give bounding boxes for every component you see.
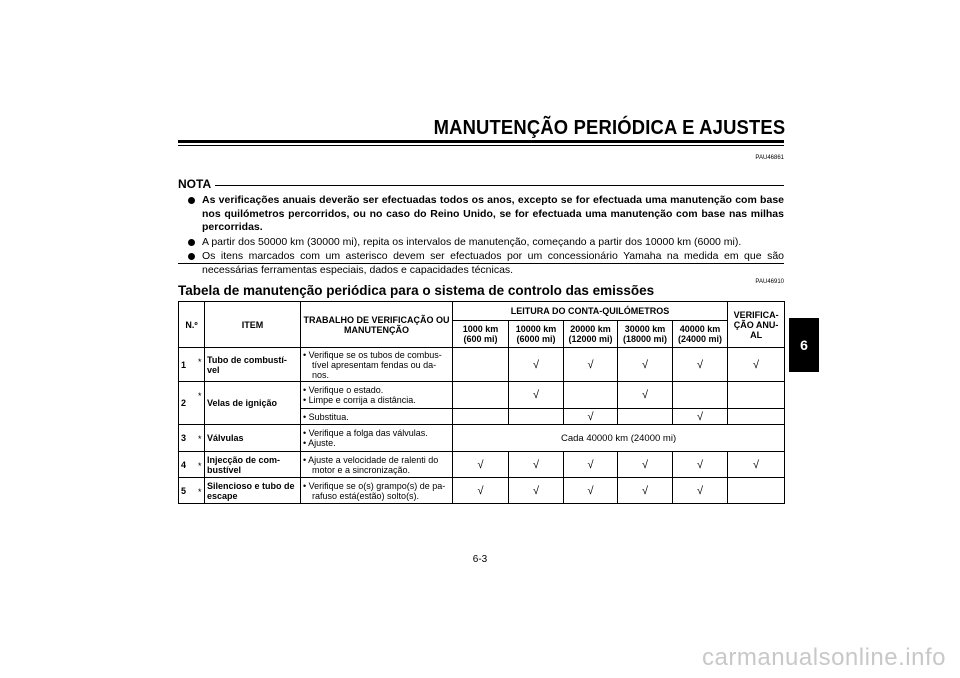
check-cell: √ xyxy=(618,382,673,409)
row-item: Velas de ignição xyxy=(205,382,301,425)
table-row xyxy=(179,382,785,409)
work-line: • Verifique se os tubos de combus-tível apresentam fendas ou da-nos. xyxy=(303,349,442,380)
watermark-link[interactable]: carmanualsonline.info xyxy=(702,644,946,671)
nota-item xyxy=(178,236,784,250)
col-header-km: 20000 km (12000 mi) xyxy=(564,321,618,348)
row-work xyxy=(301,478,453,504)
nota-item-text: A partir dos 50000 km (30000 mi), repita os intervalos de manutenção, começando a partir dos 10000 km (6000 mi). xyxy=(202,235,742,248)
check-cell: √ xyxy=(564,348,618,382)
row-number: 3 xyxy=(179,425,196,452)
row-item: Injecção de com-bustível xyxy=(205,452,301,478)
asterisk-mark: * xyxy=(196,452,205,478)
nota-item-text: Os itens marcados com um asterisco devem ser efectuados por um concessionário Yamaha na medida em que são necessárias ferramentas especiais, dados e capacidades técnicas. xyxy=(202,250,784,276)
nota-list xyxy=(178,194,784,277)
work-line: • Verifique a folga das válvulas. xyxy=(303,428,428,438)
asterisk-mark: * xyxy=(196,382,205,425)
check-cell: √ xyxy=(673,478,728,504)
row-work xyxy=(301,425,453,452)
asterisk-mark: * xyxy=(196,478,205,504)
col-header-num: N.º xyxy=(179,302,205,348)
asterisk-mark: * xyxy=(196,348,205,382)
row-number: 2 xyxy=(179,382,196,425)
check-cell xyxy=(618,409,673,425)
table-row xyxy=(179,478,785,504)
maintenance-table xyxy=(178,301,785,504)
chapter-tab[interactable]: 6 xyxy=(789,318,819,372)
check-cell: √ xyxy=(453,478,509,504)
work-line: • Ajuste. xyxy=(303,438,336,448)
check-cell: √ xyxy=(509,478,564,504)
work-line: • Limpe e corrija a distância. xyxy=(303,395,416,405)
table-row xyxy=(179,452,785,478)
row-item: Silencioso e tubo de escape xyxy=(205,478,301,504)
col-header-item: ITEM xyxy=(205,302,301,348)
table-row xyxy=(179,348,785,382)
row-work xyxy=(301,409,453,425)
asterisk-mark: * xyxy=(196,425,205,452)
check-cell xyxy=(728,478,785,504)
check-cell: √ xyxy=(564,409,618,425)
check-cell: √ xyxy=(618,478,673,504)
check-cell: √ xyxy=(509,452,564,478)
title-rule xyxy=(178,140,784,143)
nota-end-rule xyxy=(178,263,784,264)
check-cell: √ xyxy=(618,452,673,478)
check-cell xyxy=(728,382,785,409)
check-cell xyxy=(564,382,618,409)
work-line: • Substitua. xyxy=(303,411,349,422)
row-work xyxy=(301,348,453,382)
check-cell xyxy=(453,382,509,409)
check-cell xyxy=(453,409,509,425)
nota-rule xyxy=(215,185,784,186)
work-line: • Ajuste a velocidade de ralenti do motor e a sincronização. xyxy=(303,454,439,475)
page-title: MANUTENÇÃO PERIÓDICA E AJUSTES xyxy=(433,117,785,139)
work-line: • Verifique se o(s) grampo(s) de pa-rafuso está(estão) solto(s). xyxy=(303,480,446,501)
table-header-row xyxy=(179,302,785,321)
bullet-icon xyxy=(188,197,195,204)
section-ref-code: PAU46910 xyxy=(755,279,784,285)
nota-item xyxy=(178,194,784,235)
title-rule-thin xyxy=(178,145,784,146)
section-title: Tabela de manutenção periódica para o sistema de controlo das emissões xyxy=(178,283,655,298)
check-cell: √ xyxy=(564,452,618,478)
check-cell: √ xyxy=(618,348,673,382)
check-cell: √ xyxy=(728,348,785,382)
nota-label: NOTA xyxy=(178,177,212,191)
check-cell: √ xyxy=(509,348,564,382)
check-cell: √ xyxy=(453,452,509,478)
table-row xyxy=(179,425,785,452)
work-line: • Verifique o estado. xyxy=(303,385,384,395)
row-item: Válvulas xyxy=(205,425,301,452)
row-number: 4 xyxy=(179,452,196,478)
col-header-km: 1000 km (600 mi) xyxy=(453,321,509,348)
check-cell xyxy=(453,348,509,382)
check-cell: √ xyxy=(728,452,785,478)
row-work xyxy=(301,452,453,478)
check-cell: √ xyxy=(509,382,564,409)
page-number: 6-3 xyxy=(472,554,488,565)
row-number: 1 xyxy=(179,348,196,382)
col-header-work: TRABALHO DE VERIFICAÇÃO OU MANUTENÇÃO xyxy=(301,302,453,348)
nota-ref-code: PAU46861 xyxy=(755,155,784,161)
check-cell xyxy=(728,409,785,425)
nota-item-text: As verificações anuais deverão ser efectuadas todos os anos, excepto se for efectuada uma manutenção com base nos quilómetros percorridos, ou no caso do Reino Unido, se for efectuada uma manutenção com base nas milhas percorridas. xyxy=(202,194,784,233)
col-header-odometer: LEITURA DO CONTA-QUILÓMETROS xyxy=(453,302,728,321)
interval-note: Cada 40000 km (24000 mi) xyxy=(453,425,785,452)
row-item: Tubo de combustí-vel xyxy=(205,348,301,382)
bullet-icon xyxy=(188,253,195,260)
check-cell: √ xyxy=(673,409,728,425)
check-cell: √ xyxy=(564,478,618,504)
check-cell: √ xyxy=(673,348,728,382)
row-number: 5 xyxy=(179,478,196,504)
col-header-km: 10000 km (6000 mi) xyxy=(509,321,564,348)
check-cell xyxy=(509,409,564,425)
col-header-annual: VERIFICA-ÇÃO ANU-AL xyxy=(728,302,785,348)
row-work xyxy=(301,382,453,409)
col-header-km: 40000 km (24000 mi) xyxy=(673,321,728,348)
check-cell xyxy=(673,382,728,409)
check-cell: √ xyxy=(673,452,728,478)
bullet-icon xyxy=(188,239,195,246)
col-header-km: 30000 km (18000 mi) xyxy=(618,321,673,348)
